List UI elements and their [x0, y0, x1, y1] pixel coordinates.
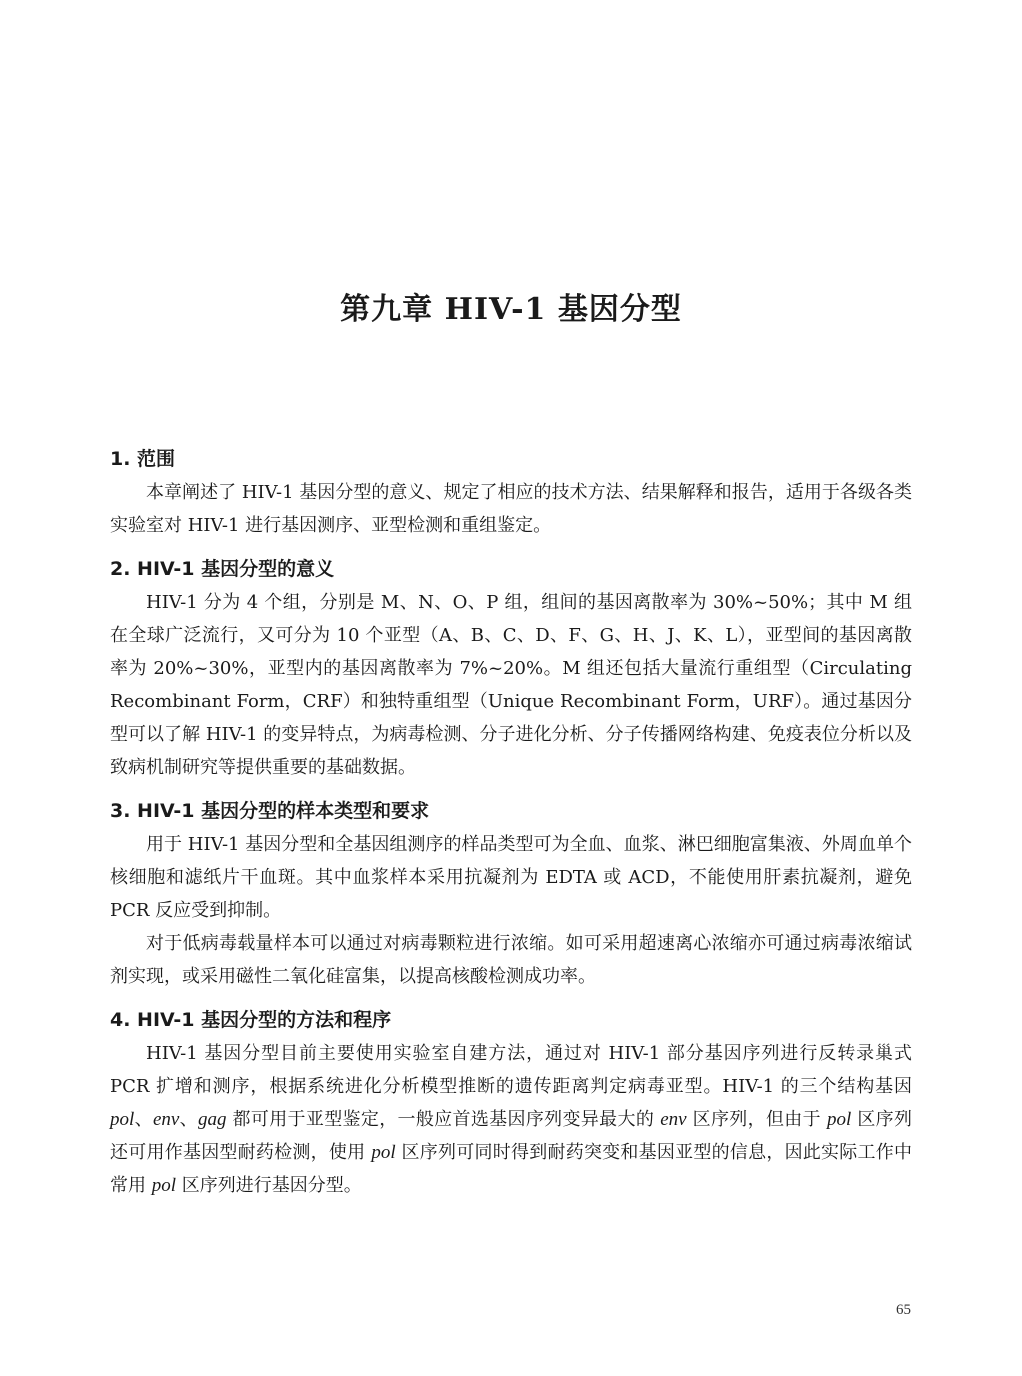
text-run: 区序列还可用作基因型耐药检测，使用 [110, 1109, 912, 1163]
page-number: 65 [896, 1302, 911, 1318]
gene-name: pol [827, 1109, 852, 1130]
section-heading: 2. HIV-1 基因分型的意义 [110, 558, 335, 580]
text-run: 、 [134, 1109, 153, 1130]
gene-name: pol [371, 1142, 396, 1163]
section-heading: 3. HIV-1 基因分型的样本类型和要求 [110, 800, 430, 822]
text-run: 都可用于亚型鉴定，一般应首选基因序列变异最大的 [226, 1109, 661, 1130]
text-run: HIV-1 基因分型目前主要使用实验室自建方法，通过对 HIV-1 部分基因序列进行反转录巢式 PCR 扩增和测序，根据系统进化分析模型推断的遗传距离判定病毒亚型。HIV-1 的三个结构基因 [110, 1043, 912, 1097]
text-run: 、 [179, 1109, 198, 1130]
paragraph [110, 1037, 912, 1202]
gene-name: pol [151, 1175, 177, 1196]
section-heading: 4. HIV-1 基因分型的方法和程序 [110, 1009, 392, 1031]
paragraph: 用于 HIV-1 基因分型和全基因组测序的样品类型可为全血、血浆、淋巴细胞富集液、外周血单个核细胞和滤纸片干血斑。其中血浆样本采用抗凝剂为 EDTA 或 ACD，不能使用肝素抗凝剂，避免 PCR 反应受到抑制。 [110, 834, 912, 921]
section-significance [110, 552, 912, 784]
text-run: 区序列可同时得到耐药突变和基因亚型的信息，因此实际工作中常用 [110, 1142, 912, 1196]
text-run: 区序列进行基因分型。 [176, 1175, 362, 1196]
paragraph: 本章阐述了 HIV-1 基因分型的意义、规定了相应的技术方法、结果解释和报告，适用于各级各类实验室对 HIV-1 进行基因测序、亚型检测和重组鉴定。 [110, 482, 912, 536]
section-methods [110, 1003, 912, 1202]
section-heading: 1. 范围 [110, 448, 176, 470]
gene-name: gag [198, 1109, 227, 1130]
gene-name: env [152, 1109, 180, 1130]
gene-name: pol [110, 1109, 135, 1130]
gene-name: env [660, 1109, 687, 1130]
section-scope [110, 442, 912, 542]
chapter-body [110, 442, 912, 1202]
paragraph: HIV-1 分为 4 个组，分别是 M、N、O、P 组，组间的基因离散率为 30%~50%；其中 M 组在全球广泛流行，又可分为 10 个亚型（A、B、C、D、F、G、H、J、K、L），亚型间的基因离散率为 20%~30%，亚型内的基因离散率为 7%~20%。M 组还包括大量流行重组型（Circulating Recombinant Form，CRF）和独特重组型（Unique Recombinant Form，URF）。通过基因分型可以了解 HIV-1 的变异特点，为病毒检测、分子进化分析、分子传播网络构建、免疫表位分析以及致病机制研究等提供重要的基础数据。 [110, 592, 912, 778]
chapter-title: 第九章 HIV-1 基因分型 [340, 292, 682, 327]
text-run: 区序列，但由于 [686, 1109, 827, 1130]
paragraph: 对于低病毒载量样本可以通过对病毒颗粒进行浓缩。如可采用超速离心浓缩亦可通过病毒浓缩试剂实现，或采用磁性二氧化硅富集，以提高核酸检测成功率。 [110, 933, 912, 987]
section-sample-types [110, 794, 912, 993]
